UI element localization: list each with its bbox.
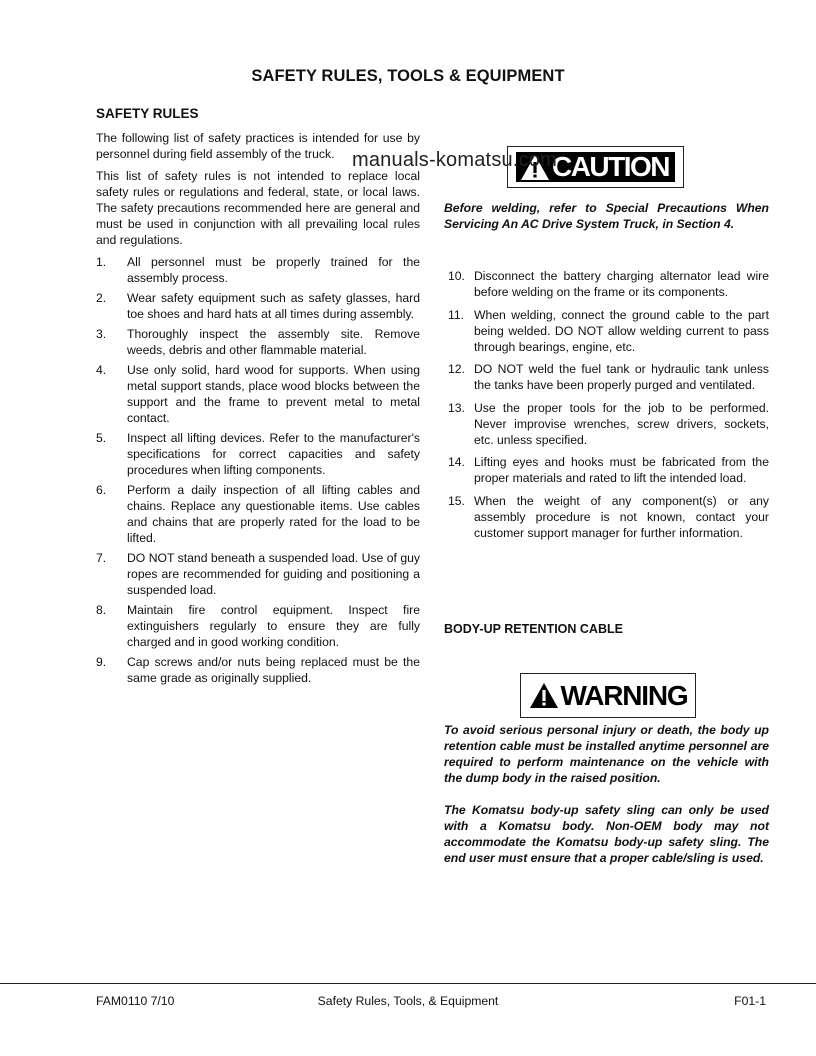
warning-triangle-icon <box>529 682 559 709</box>
footer-page-number: F01-1 <box>734 994 766 1008</box>
intro-paragraph-2: This list of safety rules is not intended to replace local safety rules or regulations and federal, state, or local laws. The safety precautions recommended here are general and must be used in conjunction with all prevailing local rules and regulations. <box>96 169 420 247</box>
warning-note-1: To avoid serious personal injury or death, the body up retention cable must be installed anytime personnel are required to perform maintenance on the vehicle with the dump body in the raised position. <box>444 723 769 785</box>
safety-rules-heading: SAFETY RULES <box>96 106 199 121</box>
right-column <box>444 262 769 547</box>
caution-label: CAUTION <box>551 151 670 182</box>
list-item: 15. When the weight of any component(s) or any assembly procedure is not known, contact your customer support manager for further information. <box>448 493 769 540</box>
list-item: 8. Maintain fire control equipment. Inspect fire extinguishers regularly to ensure they are fully charged and in good working condition. <box>96 603 420 649</box>
list-item: 14. Lifting eyes and hooks must be fabricated from the proper materials and rated to lift the intended load. <box>448 455 769 485</box>
intro-paragraph-1: The following list of safety practices is intended for use by personnel during field assembly of the truck. <box>96 131 420 161</box>
list-item: 4. Use only solid, hard wood for supports. When using metal support stands, place wood blocks between the support and the frame to prevent metal to metal contact. <box>96 363 420 425</box>
warning-sign <box>520 673 696 718</box>
warning-note-2: The Komatsu body-up safety sling can only be used with a Komatsu body. Non-OEM body may not accommodate the Komatsu body-up safety sling. The end user must ensure that a proper cable/sling is used. <box>444 803 769 865</box>
page-title: SAFETY RULES, TOOLS & EQUIPMENT <box>251 67 565 85</box>
warning-label: WARNING <box>560 679 688 711</box>
footer-section-title: Safety Rules, Tools, & Equipment <box>317 994 499 1008</box>
list-item: 9. Cap screws and/or nuts being replaced must be the same grade as originally supplied. <box>96 655 420 685</box>
footer-doc-id: FAM0110 7/10 <box>96 994 175 1008</box>
list-item: 1. All personnel must be properly trained for the assembly process. <box>96 255 420 285</box>
caution-note: Before welding, refer to Special Precautions When Servicing An AC Drive System Truck, in Section 4. <box>444 201 769 231</box>
list-item: 2. Wear safety equipment such as safety glasses, hard toe shoes and hard hats at all times during assembly. <box>96 291 420 321</box>
list-item: 5. Inspect all lifting devices. Refer to the manufacturer's specifications for correct capacities and safety procedures when lifting components. <box>96 431 420 477</box>
list-item: 11. When welding, connect the ground cable to the part being welded. DO NOT allow welding current to pass through bearings, engine, etc. <box>448 307 769 354</box>
left-column <box>96 130 420 690</box>
footer-divider <box>0 983 816 984</box>
safety-rules-list-continued <box>444 268 769 541</box>
list-item: 3. Thoroughly inspect the assembly site. Remove weeds, debris and other flammable material. <box>96 327 420 357</box>
list-item: 10. Disconnect the battery charging alternator lead wire before welding on the frame or its components. <box>448 269 769 299</box>
body-up-heading: BODY-UP RETENTION CABLE <box>444 622 623 636</box>
list-item: 12. DO NOT weld the fuel tank or hydraulic tank unless the tanks have been properly purged and ventilated. <box>448 362 769 392</box>
list-item: 13. Use the proper tools for the job to be performed. Never improvise wrenches, screw drivers, sockets, etc. unless specified. <box>448 400 769 447</box>
safety-rules-list <box>96 254 420 686</box>
watermark: manuals-komatsu.com <box>352 149 557 171</box>
list-item: 7. DO NOT stand beneath a suspended load. Use of guy ropes are recommended for guiding and positioning a suspended load. <box>96 551 420 597</box>
list-item: 6. Perform a daily inspection of all lifting cables and chains. Replace any questionable items. Use cables and chains that are properly rated for the load to be lifted. <box>96 483 420 545</box>
